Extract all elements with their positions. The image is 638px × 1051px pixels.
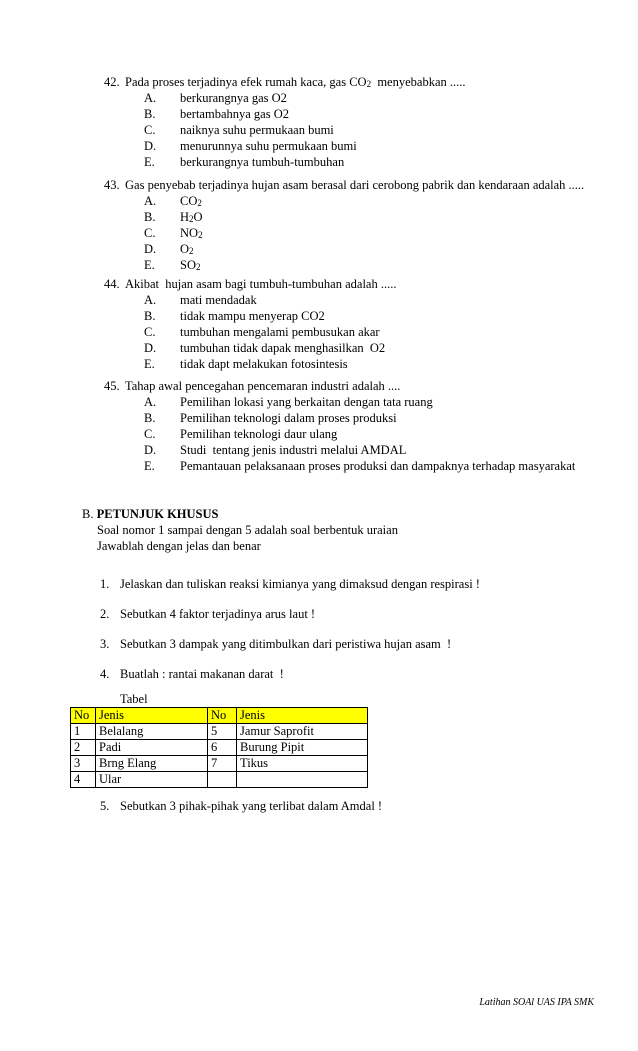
option-a: A. Pemilihan lokasi yang berkaitan dengan tata ruang — [144, 395, 433, 409]
table-cell: 7 — [208, 756, 237, 772]
question-stem: 43. Gas penyebab terjadinya hujan asam berasal dari cerobong pabrik dan kendaraan adalah ..... — [104, 178, 585, 192]
instruction-line: Soal nomor 1 sampai dengan 5 adalah soal berbentuk uraian — [97, 523, 398, 537]
essay-question-1: 1. Jelaskan dan tuliskan reaksi kimianya yang dimaksud dengan respirasi ! — [100, 577, 480, 591]
option-a: A. mati mendadak — [144, 293, 257, 307]
table-cell: 5 — [208, 724, 237, 740]
option-b: B. tidak mampu menyerap CO2 — [144, 309, 325, 323]
page-footer: Latihan SOAl UAS IPA SMK — [479, 997, 594, 1008]
table-row — [71, 740, 368, 756]
section-b-heading: B. PETUNJUK KHUSUS — [82, 507, 219, 521]
section-b-title: PETUNJUK KHUSUS — [96, 507, 219, 521]
table-cell — [208, 772, 237, 788]
question-stem: 42. Pada proses terjadinya efek rumah kaca, gas $CO_2$ menyebabkan ..... — [104, 75, 466, 89]
option-d: D. menurunnya suhu permukaan bumi — [144, 139, 357, 153]
table-cell: Ular — [96, 772, 208, 788]
table-cell: Burung Pipit — [237, 740, 368, 756]
essay-question-5: 5. Sebutkan 3 pihak-pihak yang terlibat dalam Amdal ! — [100, 799, 383, 813]
header-cell: No — [208, 708, 237, 724]
table-header-row — [71, 708, 368, 724]
table-cell: 1 — [71, 724, 96, 740]
question-stem: 44. Akibat hujan asam bagi tumbuh-tumbuhan adalah ..... — [104, 277, 397, 291]
option-b: B. Pemilihan teknologi dalam proses produksi — [144, 411, 397, 425]
essay-question-2: 2. Sebutkan 4 faktor terjadinya arus laut ! — [100, 607, 316, 621]
option-c: C. $NO_2$ — [144, 226, 203, 240]
instruction-line: Jawablah dengan jelas dan benar — [97, 539, 261, 553]
table-row — [71, 756, 368, 772]
header-cell: Jenis — [96, 708, 208, 724]
essay-question-4: 4. Buatlah : rantai makanan darat ! — [100, 667, 284, 681]
table-cell: Tikus — [237, 756, 368, 772]
table-cell: 2 — [71, 740, 96, 756]
table-cell: 6 — [208, 740, 237, 756]
option-c: C. naiknya suhu permukaan bumi — [144, 123, 334, 137]
table-cell: 3 — [71, 756, 96, 772]
table-cell: Padi — [96, 740, 208, 756]
option-d: D. tumbuhan tidak dapak menghasilkan O2 — [144, 341, 386, 355]
header-cell: No — [71, 708, 96, 724]
table-label: Tabel — [120, 692, 148, 706]
table-row — [71, 772, 368, 788]
option-a: A. berkurangnya gas O2 — [144, 91, 287, 105]
section-b-instructions — [82, 506, 398, 554]
option-d: D. $O_2$ — [144, 242, 194, 256]
table-cell: 4 — [71, 772, 96, 788]
option-a: A. $CO_2$ — [144, 194, 202, 208]
table-cell: Jamur Saprofit — [237, 724, 368, 740]
option-b: B. bertambahnya gas O2 — [144, 107, 289, 121]
option-e: E. berkurangnya tumbuh-tumbuhan — [144, 155, 345, 169]
option-e: E. Pemantauan pelaksanaan proses produksi dan dampaknya terhadap masyarakat — [144, 459, 576, 473]
table-cell: Brng Elang — [96, 756, 208, 772]
essay-question-3: 3. Sebutkan 3 dampak yang ditimbulkan dari peristiwa hujan asam ! — [100, 637, 452, 651]
question-stem: 45. Tahap awal pencegahan pencemaran industri adalah .... — [104, 379, 401, 393]
table-cell — [237, 772, 368, 788]
table-row — [71, 724, 368, 740]
option-e: E. $SO_2$ — [144, 258, 201, 272]
table-cell: Belalang — [96, 724, 208, 740]
option-b: B. $H_2O$ — [144, 210, 203, 224]
option-e: E. tidak dapt melakukan fotosintesis — [144, 357, 348, 371]
option-c: C. Pemilihan teknologi daur ulang — [144, 427, 338, 441]
option-d: D. Studi tentang jenis industri melalui AMDAL — [144, 443, 407, 457]
food-chain-table — [70, 707, 368, 788]
header-cell: Jenis — [237, 708, 368, 724]
option-c: C. tumbuhan mengalami pembusukan akar — [144, 325, 380, 339]
